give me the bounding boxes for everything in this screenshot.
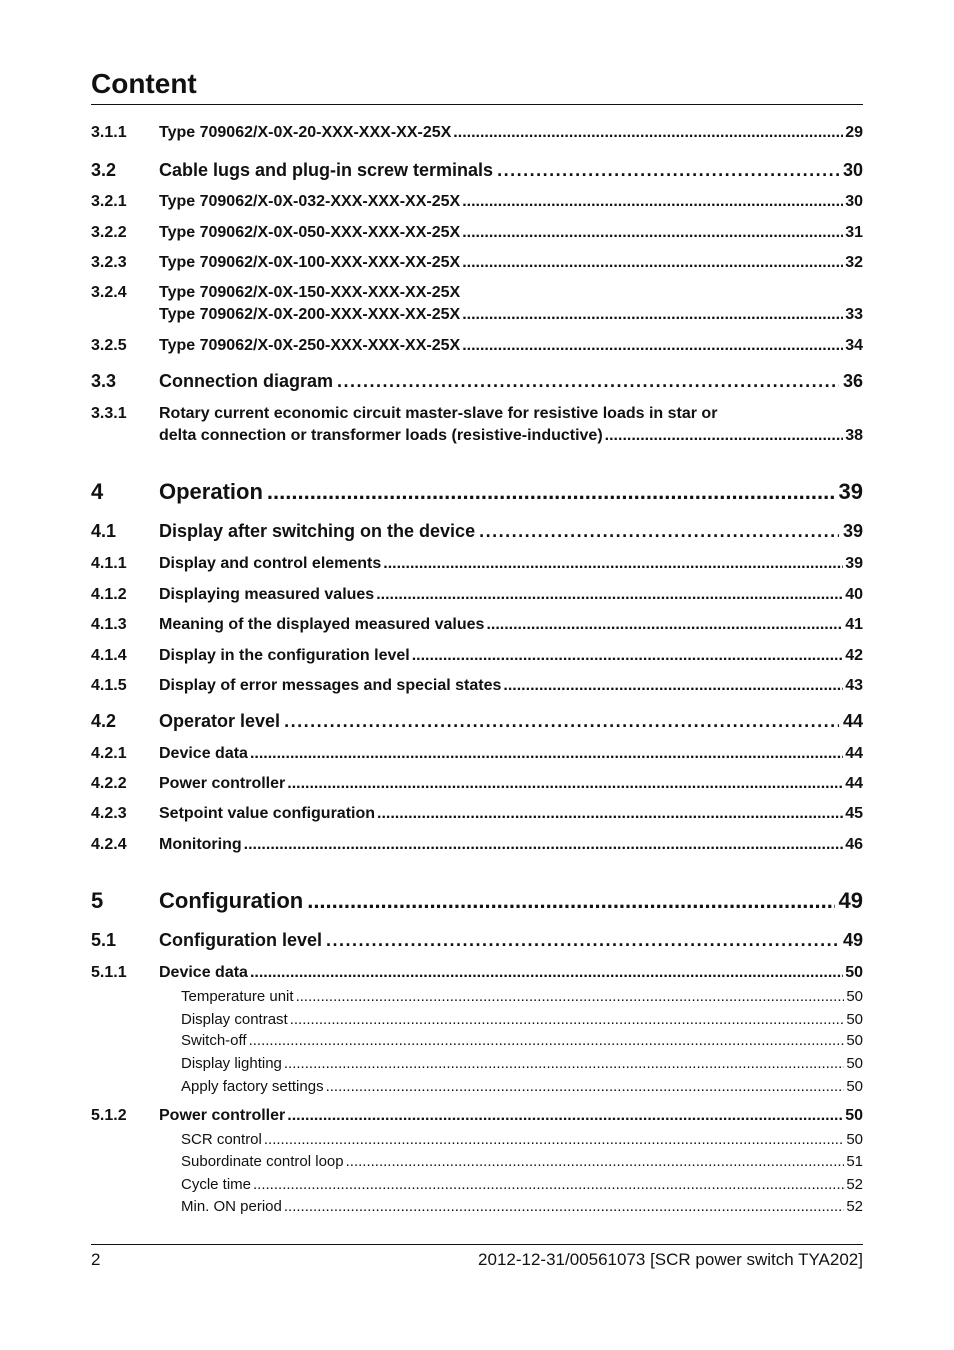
toc-entry-number: 4.2.3 [91, 805, 127, 822]
toc-page-number: 33 [845, 306, 863, 323]
toc-entry-title: Cycle time [181, 1176, 252, 1193]
toc-dot-leader [287, 773, 843, 795]
toc-entry-title: Configuration [159, 888, 304, 913]
toc-dot-leader [605, 425, 844, 447]
toc-entry-title: Meaning of the displayed measured values [159, 616, 485, 633]
toc-entry-title: Display lighting [181, 1055, 282, 1072]
toc-entry-number: 3.1.1 [91, 124, 127, 141]
toc-entry-number: 3.2.2 [91, 224, 127, 241]
toc-dot-leader [383, 553, 843, 575]
toc-page-number: 46 [845, 836, 863, 853]
toc-page-number: 39 [845, 555, 863, 572]
toc-dot-leader [503, 675, 843, 697]
toc-page-number: 50 [846, 1078, 863, 1095]
toc-entry-number: 3.3.1 [91, 405, 127, 422]
toc-dot-leader [412, 645, 843, 667]
toc-dot-leader [462, 191, 843, 213]
toc-page-number: 50 [846, 1032, 863, 1049]
toc-page-number: 51 [846, 1153, 863, 1170]
toc-entry-number: 3.2.3 [91, 254, 127, 271]
toc-entry-title: Device data [159, 745, 248, 762]
toc-entry-number: 5.1.1 [91, 964, 127, 981]
toc-entry-title: SCR control [181, 1131, 262, 1148]
toc-dot-leader [290, 1009, 845, 1031]
toc-page-number: 36 [842, 371, 863, 391]
toc-entry-title: Type 709062/X-0X-250-XXX-XXX-XX-25X [159, 337, 461, 354]
toc-entry-title: Type 709062/X-0X-20-XXX-XXX-XX-25X [159, 124, 452, 141]
toc-entry-title: Device data [159, 964, 248, 981]
toc-entry-title: Display in the configuration level [159, 647, 410, 664]
toc-entry-title: Display and control elements [159, 555, 382, 572]
page-title: Content [91, 68, 197, 99]
toc-page-number: 49 [838, 888, 863, 913]
toc-page-number: 40 [845, 586, 863, 603]
toc-entry-title: Display contrast [181, 1011, 288, 1028]
toc-entry-title: Operator level [159, 711, 281, 731]
toc-dot-leader [296, 986, 845, 1008]
toc-dot-leader [284, 709, 839, 733]
toc-entry-title: Setpoint value configuration [159, 805, 376, 822]
toc-page-number: 50 [845, 1107, 863, 1124]
toc-dot-leader [284, 1196, 844, 1218]
toc-entry-title: Cable lugs and plug-in screw terminals [159, 160, 494, 180]
toc-page-number: 52 [846, 1198, 863, 1215]
toc-page-number: 30 [845, 193, 863, 210]
toc-entry-number: 4.1.1 [91, 555, 127, 572]
toc-entry-number: 4.2.4 [91, 836, 127, 853]
toc-page-number: 44 [845, 775, 863, 792]
toc-entry-number: 3.3 [91, 371, 117, 391]
toc-entry-number: 3.2.1 [91, 193, 127, 210]
title-divider [91, 104, 863, 105]
toc-page-number: 50 [846, 1011, 863, 1028]
toc-entry-number: 4.1.3 [91, 616, 127, 633]
toc-entry-title: Type 709062/X-0X-100-XXX-XXX-XX-25X [159, 254, 461, 271]
toc-page-number: 31 [845, 224, 863, 241]
toc-entry-number: 4 [91, 479, 104, 504]
toc-page-number: 34 [845, 337, 863, 354]
toc-dot-leader [486, 614, 843, 636]
toc-dot-leader [326, 928, 839, 952]
toc-entry-title: Monitoring [159, 836, 242, 853]
toc-entry-title: Subordinate control loop [181, 1153, 344, 1170]
toc-entry-title: delta connection or transformer loads (resistive-inductive) [159, 427, 603, 444]
toc-page-number: 50 [846, 1131, 863, 1148]
toc-dot-leader [249, 1030, 845, 1052]
toc-dot-leader [462, 222, 843, 244]
toc-entry-title: Display after switching on the device [159, 521, 476, 541]
toc-entry-number: 3.2 [91, 160, 117, 180]
toc-dot-leader [244, 834, 844, 856]
toc-dot-leader [377, 803, 843, 825]
toc-entry-number: 4.2.1 [91, 745, 127, 762]
toc-entry-title: Apply factory settings [181, 1078, 324, 1095]
toc-entry-number: 3.2.5 [91, 337, 127, 354]
toc-entry-title: Displaying measured values [159, 586, 375, 603]
toc-dot-leader [479, 519, 839, 543]
toc-entry-title: Type 709062/X-0X-150-XXX-XXX-XX-25X [159, 284, 461, 301]
toc-entry-number: 4.1.5 [91, 677, 127, 694]
toc-page-number: 30 [842, 160, 863, 180]
toc-dot-leader [287, 1105, 843, 1127]
toc-page-number: 41 [845, 616, 863, 633]
toc-page-number: 43 [845, 677, 863, 694]
toc-page-number: 44 [842, 711, 863, 731]
toc-page-number: 32 [845, 254, 863, 271]
toc-page-number: 49 [842, 930, 863, 950]
toc-page-number: 42 [845, 647, 863, 664]
toc-dot-leader [267, 478, 835, 506]
toc-dot-leader [462, 335, 843, 357]
toc-page-number: 39 [838, 479, 863, 504]
toc-dot-leader [376, 584, 843, 606]
toc-entry-title: Min. ON period [181, 1198, 282, 1215]
toc-entry-number: 5 [91, 888, 104, 913]
toc-entry-title: Rotary current economic circuit master-slave for resistive loads in star or [159, 405, 718, 422]
toc-dot-leader [307, 887, 834, 915]
toc-dot-leader [264, 1129, 844, 1151]
toc-entry-title: Connection diagram [159, 371, 334, 391]
toc-entry-number: 4.2.2 [91, 775, 127, 792]
footer-document-info: 2012-12-31/00561073 [SCR power switch TYA202] [478, 1250, 863, 1269]
toc-page-number: 45 [845, 805, 863, 822]
toc-dot-leader [346, 1151, 845, 1173]
toc-dot-leader [337, 369, 839, 393]
toc-page-number: 52 [846, 1176, 863, 1193]
toc-entry-number: 5.1 [91, 930, 117, 950]
toc-page-number: 50 [846, 1055, 863, 1072]
toc-entry-number: 4.1.2 [91, 586, 127, 603]
toc-entry-number: 3.2.4 [91, 284, 127, 301]
toc-page-number: 29 [845, 124, 863, 141]
toc-entry-title: Type 709062/X-0X-200-XXX-XXX-XX-25X [159, 306, 461, 323]
toc-dot-leader [326, 1076, 845, 1098]
toc-entry-title: Configuration level [159, 930, 323, 950]
toc-dot-leader [497, 158, 839, 182]
toc-page-number: 50 [846, 988, 863, 1005]
toc-entry-number: 4.2 [91, 711, 117, 731]
toc-page-number: 38 [845, 427, 863, 444]
toc-entry-title: Temperature unit [181, 988, 294, 1005]
toc-entry-title: Switch-off [181, 1032, 247, 1049]
toc-dot-leader [462, 252, 843, 274]
toc-dot-leader [284, 1053, 844, 1075]
toc-dot-leader [462, 304, 843, 326]
toc-entry-title: Display of error messages and special states [159, 677, 502, 694]
footer-page-number: 2 [91, 1250, 101, 1269]
toc-entry-number: 5.1.2 [91, 1107, 127, 1124]
toc-entry-title: Operation [159, 479, 263, 504]
toc-entry-number: 4.1 [91, 521, 117, 541]
toc-page-number: 39 [842, 521, 863, 541]
toc-dot-leader [253, 1174, 844, 1196]
toc-page-number: 44 [845, 745, 863, 762]
toc-dot-leader [250, 962, 843, 984]
toc-dot-leader [250, 743, 843, 765]
footer-divider [91, 1244, 863, 1245]
toc-entry-title: Type 709062/X-0X-050-XXX-XXX-XX-25X [159, 224, 461, 241]
toc-dot-leader [453, 122, 843, 144]
toc-page-number: 50 [845, 964, 863, 981]
toc-entry-title: Type 709062/X-0X-032-XXX-XXX-XX-25X [159, 193, 461, 210]
toc-entry-title: Power controller [159, 1107, 286, 1124]
toc-entry-number: 4.1.4 [91, 647, 127, 664]
toc-entry-title: Power controller [159, 775, 286, 792]
